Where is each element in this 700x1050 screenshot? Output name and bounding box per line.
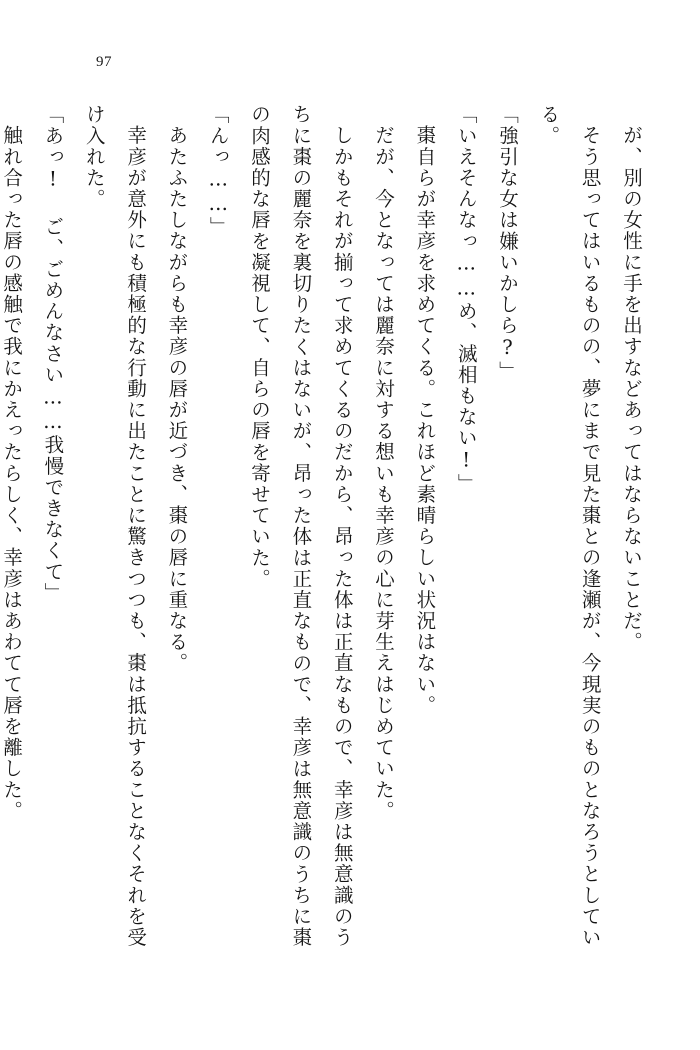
paragraph: 「あっ! ご、ごめんなさい……我慢できなくて」	[41, 104, 65, 604]
paragraph: 触れ合った唇の感触で我にかえったらしく、幸彦はあわてて唇を離した。	[0, 125, 24, 822]
paragraph: が、別の女性に手を出すなどあってはならないことだ。	[620, 125, 643, 653]
paragraph: 棗自らが幸彦を求めてくる。これほど素晴らしい状況はない。	[413, 125, 437, 716]
paragraph: 「んっ……」	[206, 104, 230, 238]
paragraph: そう思ってはいるものの、夢にまで見た棗との逢瀬が、今現実のものとなろうとしている。	[537, 104, 602, 948]
body-text	[0, 104, 652, 964]
paragraph: だが、今となっては麗奈に対する想いも幸彦の心に芽生えはじめていた。	[372, 125, 396, 822]
paragraph: 「強引な女は嫌いかしら?」	[496, 104, 520, 382]
paragraph: しかもそれが揃って求めてくるのだから、昂った体は正直なもので、幸彦は無意識のうちに棗の麗奈を裏切りたくはないが、昂った体は正直なもので、幸彦は無意識のうちに棗の肉感的な唇を凝視して、自らの唇を寄せていた。	[248, 104, 354, 948]
paragraph: 「いえそんなっ……め、滅相もない!」	[454, 104, 478, 495]
page-number: 97	[96, 54, 112, 70]
paragraph: あたふたしながらも幸彦の唇が近づき、棗の唇に重なる。	[165, 125, 189, 674]
paragraph: 幸彦が意外にも積極的な行動に出たことに驚きつつも、棗は抵抗することなくそれを受け入れた。	[82, 104, 148, 948]
